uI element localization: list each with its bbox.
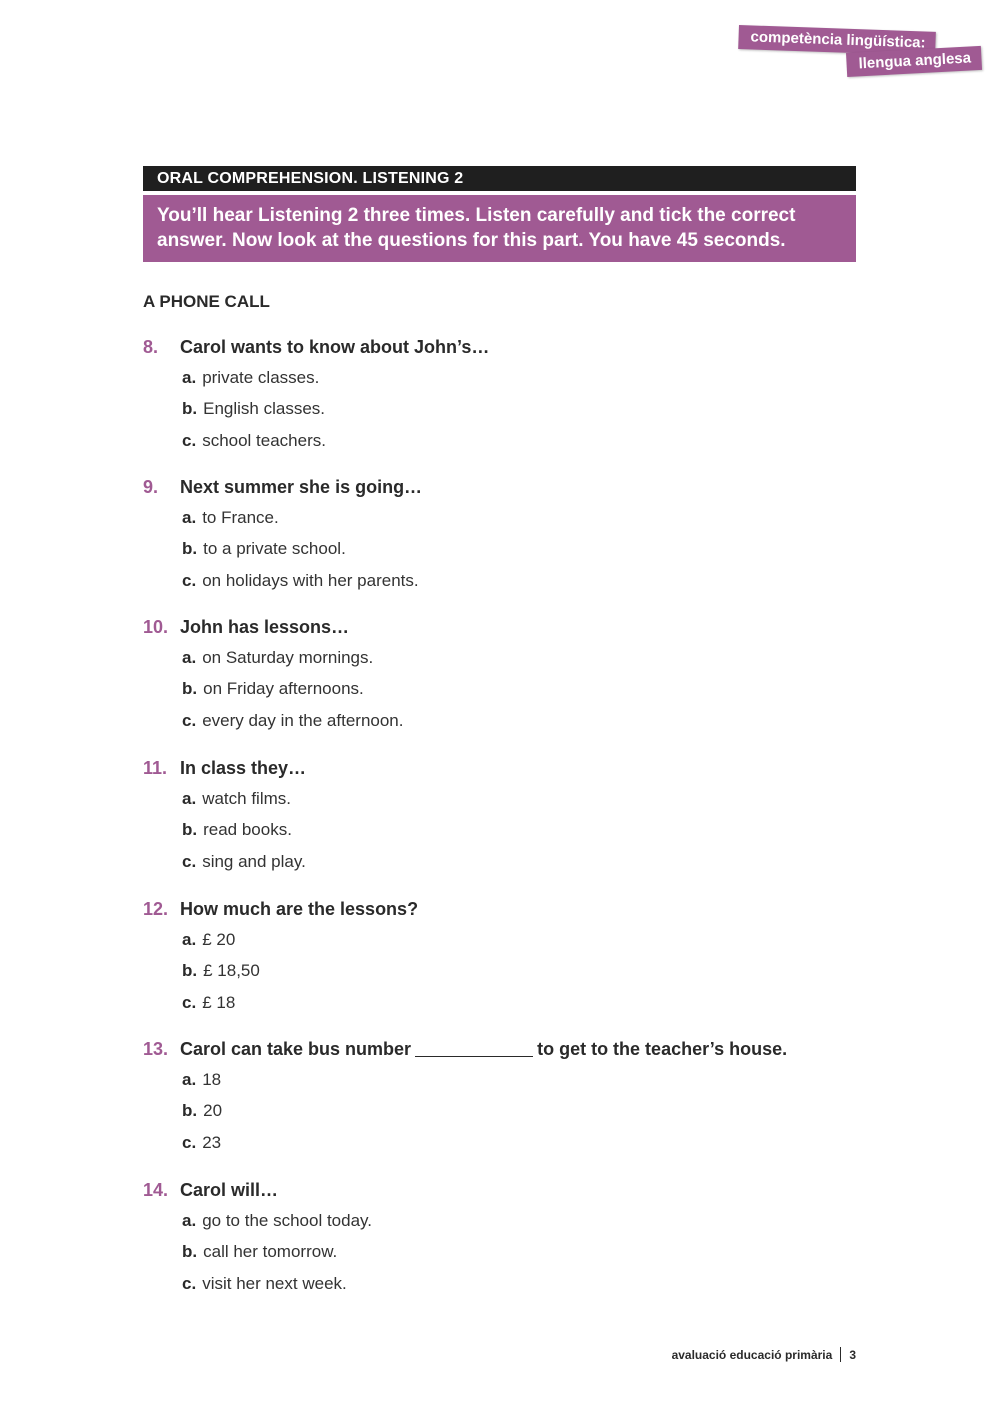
question-10	[143, 612, 863, 736]
option-text: to a private school.	[203, 539, 346, 559]
option-text: call her tomorrow.	[203, 1242, 338, 1262]
option-c[interactable]	[143, 565, 863, 596]
option-letter: c.	[182, 710, 197, 730]
instructions-box: You’ll hear Listening 2 three times. Listen carefully and tick the correct answer. Now look at the questions for this part. You have 45 seconds.	[143, 195, 856, 262]
question-text: Carol will…	[180, 1180, 279, 1200]
option-text: go to the school today.	[202, 1211, 372, 1230]
page-number: 3	[849, 1348, 856, 1362]
option-b[interactable]	[143, 1095, 863, 1126]
question-12	[143, 894, 863, 1018]
option-a[interactable]	[143, 642, 863, 673]
option-text: every day in the afternoon.	[202, 710, 404, 730]
option-text: watch films.	[202, 789, 291, 808]
option-a[interactable]	[143, 502, 863, 533]
option-text: 20	[203, 1101, 223, 1121]
question-number: 12.	[143, 899, 169, 919]
question-number: 10.	[143, 617, 169, 637]
question-13	[143, 1034, 863, 1158]
option-letter: b.	[182, 539, 198, 559]
option-text: on holidays with her parents.	[202, 570, 419, 590]
option-letter: a.	[182, 1211, 197, 1230]
option-letter: b.	[182, 961, 198, 981]
option-text: 18	[202, 1070, 222, 1089]
option-letter: a.	[182, 368, 197, 387]
option-a[interactable]	[143, 783, 863, 814]
option-a[interactable]	[143, 1205, 863, 1236]
option-c[interactable]	[143, 846, 863, 877]
question-number: 9.	[143, 477, 159, 497]
footer-divider	[840, 1347, 841, 1362]
option-text: on Friday afternoons.	[203, 679, 364, 699]
question-11	[143, 753, 863, 877]
option-text: £ 18	[202, 992, 236, 1012]
option-text: to France.	[202, 508, 279, 527]
option-text: school teachers.	[202, 430, 326, 450]
option-b[interactable]	[143, 533, 863, 564]
section-title: ORAL COMPREHENSION. LISTENING 2	[143, 166, 856, 191]
question-text-after: to get to the teacher’s house.	[537, 1039, 788, 1059]
option-letter: c.	[182, 1273, 197, 1293]
option-b[interactable]	[143, 955, 863, 986]
option-letter: c.	[182, 992, 197, 1012]
language-tag: llengua anglesa	[846, 46, 982, 77]
option-letter: c.	[182, 851, 197, 871]
footer-text: avaluació educació primària	[671, 1348, 833, 1362]
subtitle: A PHONE CALL	[143, 292, 270, 311]
option-b[interactable]	[143, 673, 863, 704]
question-number: 13.	[143, 1039, 169, 1059]
option-c[interactable]	[143, 425, 863, 456]
option-text: on Saturday mornings.	[202, 648, 374, 667]
page-footer	[600, 1347, 856, 1362]
option-text: sing and play.	[202, 851, 306, 871]
option-letter: a.	[182, 1070, 197, 1089]
option-b[interactable]	[143, 393, 863, 424]
option-letter: b.	[182, 399, 198, 419]
option-letter: b.	[182, 1242, 198, 1262]
question-text: Carol wants to know about John’s…	[180, 337, 490, 357]
question-text: In class they…	[180, 758, 307, 778]
option-text: 23	[202, 1132, 222, 1152]
option-text: English classes.	[203, 399, 325, 419]
question-number: 14.	[143, 1180, 169, 1200]
option-c[interactable]	[143, 1127, 863, 1158]
option-letter: b.	[182, 679, 198, 699]
question-text: Next summer she is going…	[180, 477, 423, 497]
option-text: visit her next week.	[202, 1273, 347, 1293]
option-c[interactable]	[143, 705, 863, 736]
option-text: read books.	[203, 820, 292, 840]
question-8	[143, 332, 863, 456]
option-letter: a.	[182, 648, 197, 667]
option-a[interactable]	[143, 924, 863, 955]
option-letter: b.	[182, 1101, 198, 1121]
option-text: private classes.	[202, 368, 320, 387]
option-letter: a.	[182, 508, 197, 527]
option-letter: a.	[182, 930, 197, 949]
option-b[interactable]	[143, 814, 863, 845]
option-letter: b.	[182, 820, 198, 840]
option-a[interactable]	[143, 362, 863, 393]
question-14	[143, 1175, 863, 1299]
option-letter: c.	[182, 430, 197, 450]
option-letter: c.	[182, 570, 197, 590]
option-c[interactable]	[143, 1268, 863, 1299]
question-text-before: Carol can take bus number	[180, 1039, 412, 1059]
question-number: 8.	[143, 337, 159, 357]
subject-tag: competència lingüística:	[738, 25, 936, 56]
option-text: £ 20	[202, 930, 236, 949]
option-letter: a.	[182, 789, 197, 808]
option-c[interactable]	[143, 987, 863, 1018]
option-a[interactable]	[143, 1064, 863, 1095]
question-text: How much are the lessons?	[180, 899, 419, 919]
option-letter: c.	[182, 1132, 197, 1152]
question-number: 11.	[143, 758, 168, 778]
option-text: £ 18,50	[203, 961, 260, 981]
answer-blank[interactable]	[415, 1042, 533, 1057]
question-text: John has lessons…	[180, 617, 350, 637]
option-b[interactable]	[143, 1236, 863, 1267]
question-9	[143, 472, 863, 596]
